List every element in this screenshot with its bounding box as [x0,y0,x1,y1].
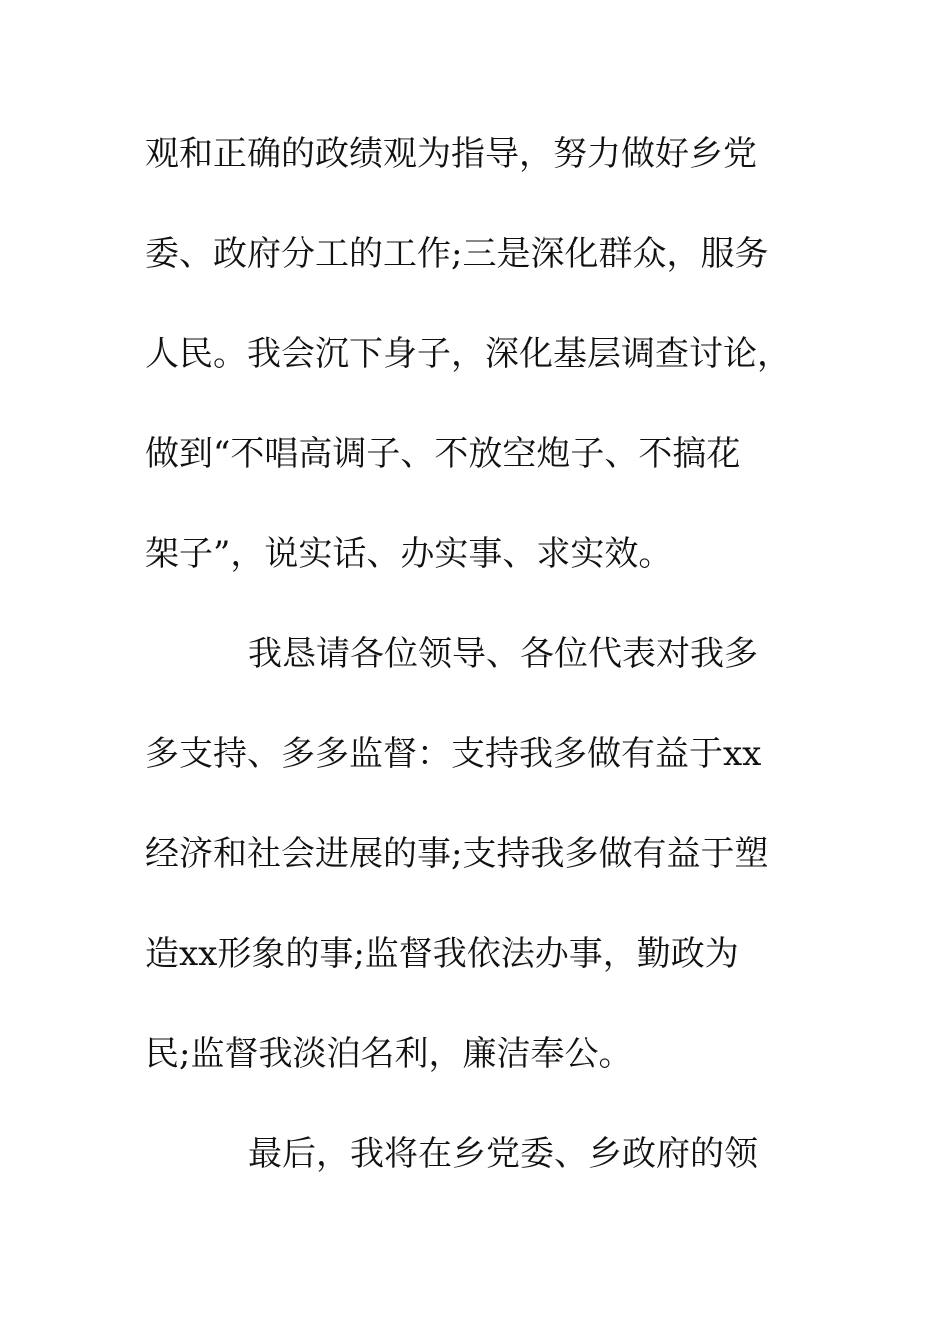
text-line: 委、政府分工的工作;三是深化群众，服务 [145,234,769,274]
text-line: 经济和社会进展的事;支持我多做有益于塑 [145,834,769,874]
text-line: 架子”，说实话、办实事、求实效。 [145,534,673,574]
text-line: 多支持、多多监督：支持我多做有益于xx [145,734,762,774]
paragraph-start-line: 我恳请各位领导、各位代表对我多 [248,634,758,674]
text-line: 观和正确的政绩观为指导，努力做好乡党 [145,134,757,174]
text-line: 民;监督我淡泊名利，廉洁奉公。 [145,1034,633,1074]
paragraph-start-line: 最后，我将在乡党委、乡政府的领 [248,1134,758,1174]
text-line: 人民。我会沉下身子，深化基层调查讨论， [145,334,791,374]
text-line: 做到“不唱高调子、不放空炮子、不搞花 [145,434,741,474]
text-line: 造xx形象的事;监督我依法办事，勤政为 [145,934,739,974]
